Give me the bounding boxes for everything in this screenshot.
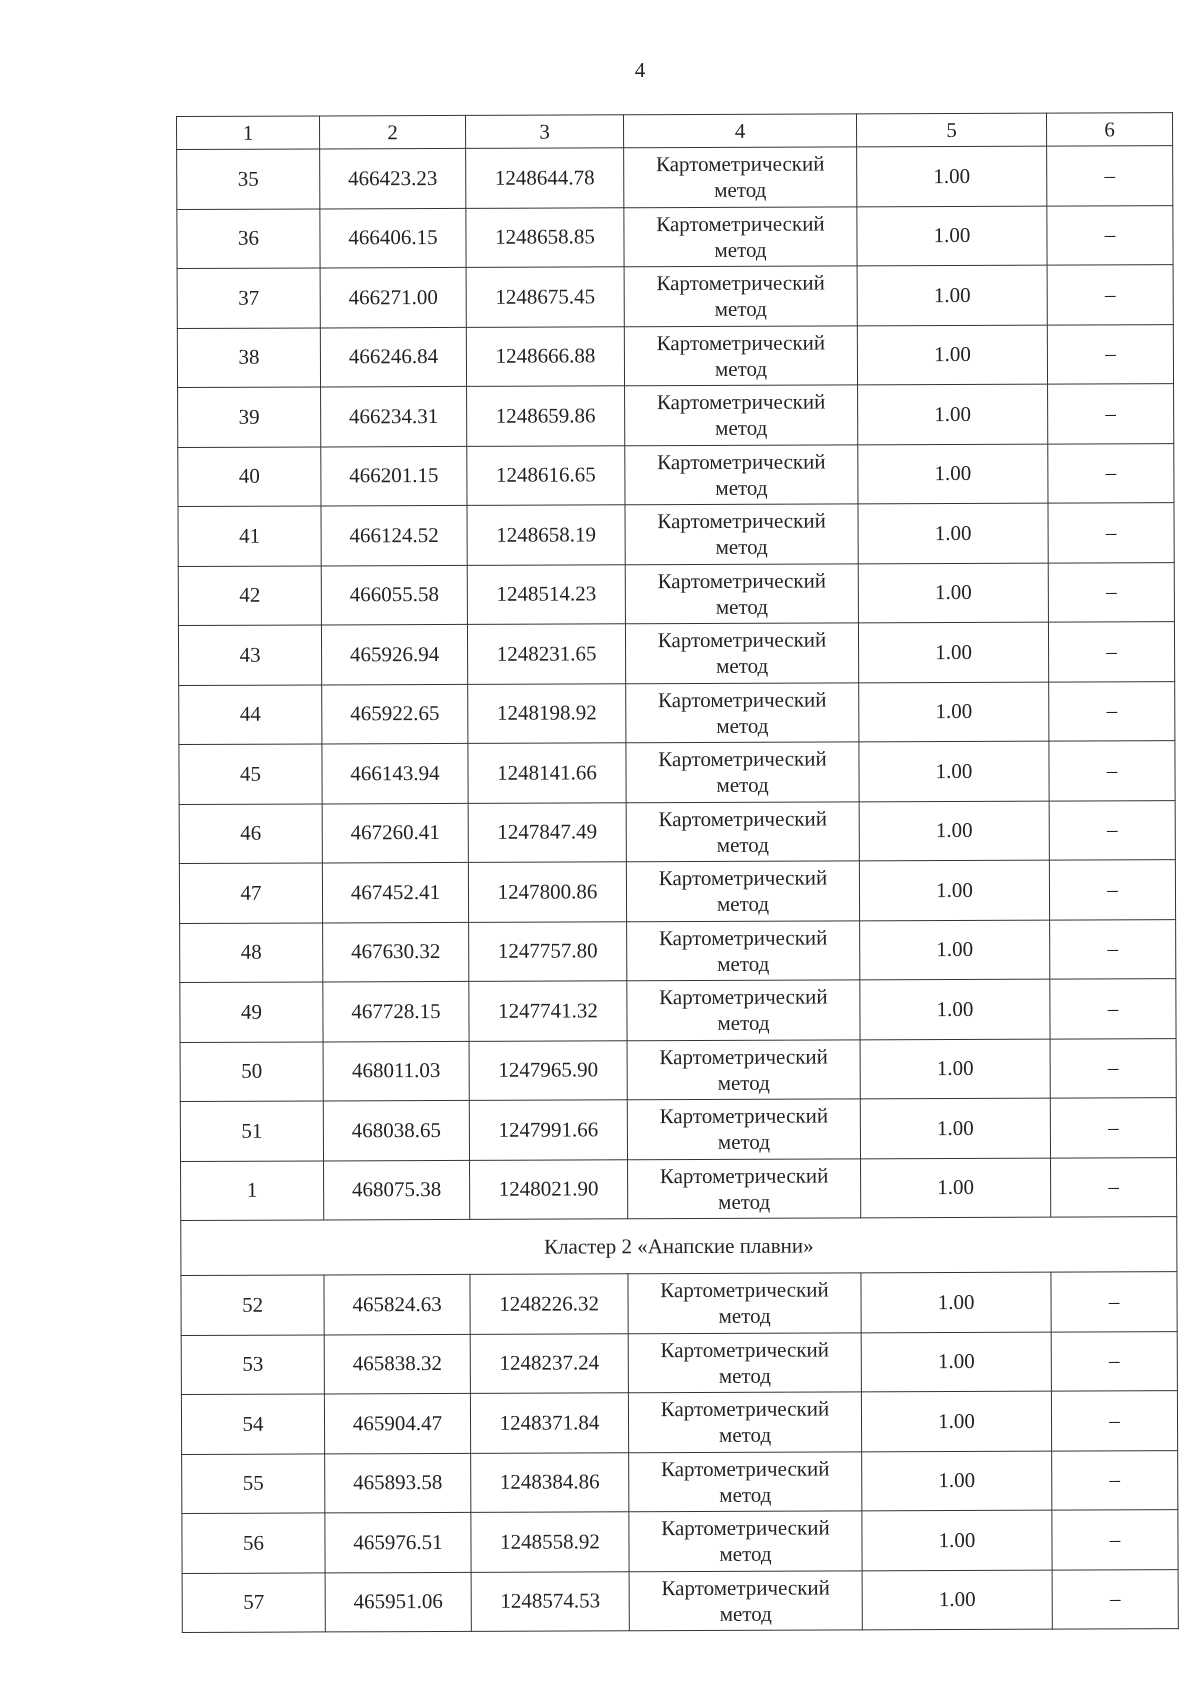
method-line-2: метод (718, 1303, 771, 1329)
table-row (177, 205, 1173, 268)
method-line-1: Картометрический (661, 1575, 830, 1600)
method-line-2: метод (719, 1482, 772, 1507)
point-number-cell: 55 (182, 1453, 325, 1513)
note-cell: – (1047, 265, 1173, 325)
note-cell: – (1049, 681, 1175, 741)
method-cell (628, 1332, 861, 1392)
method-line-2: метод (717, 1129, 771, 1155)
x-coordinate-cell: 467630.32 (323, 922, 469, 982)
method-line-2: метод (716, 713, 769, 738)
note-cell: – (1051, 1331, 1177, 1391)
method-cell (626, 801, 859, 861)
point-number-cell: 51 (180, 1101, 323, 1161)
method-cell (627, 1039, 860, 1099)
x-coordinate-cell: 465976.51 (325, 1512, 471, 1572)
x-coordinate-cell: 466234.31 (321, 386, 467, 446)
point-number-cell: 53 (181, 1334, 324, 1394)
method-line-1: Картометрический (659, 984, 828, 1010)
x-coordinate-cell: 465951.06 (325, 1572, 471, 1632)
y-coordinate-cell: 1248237.24 (470, 1333, 628, 1393)
table-row (181, 1391, 1177, 1454)
y-coordinate-cell: 1248371.84 (470, 1393, 628, 1453)
method-line-2: метод (714, 296, 767, 322)
note-cell: – (1051, 1157, 1177, 1217)
point-number-cell: 50 (180, 1041, 323, 1101)
y-coordinate-cell: 1247757.80 (469, 921, 627, 981)
y-coordinate-cell: 1248141.66 (468, 743, 626, 803)
x-coordinate-cell: 468075.38 (324, 1160, 470, 1220)
table-row (179, 681, 1175, 744)
y-coordinate-cell: 1248658.19 (467, 505, 625, 565)
method-line-2: метод (718, 1422, 772, 1448)
point-number-cell: 38 (177, 327, 320, 387)
table-row (181, 1157, 1177, 1220)
method-line-1: Картометрический (658, 806, 827, 831)
y-coordinate-cell: 1248675.45 (466, 267, 624, 327)
method-cell (627, 980, 860, 1040)
y-coordinate-cell: 1247741.32 (469, 981, 627, 1041)
y-coordinate-cell: 1247800.86 (468, 862, 626, 922)
method-cell (629, 1451, 862, 1511)
point-number-cell: 37 (177, 268, 320, 328)
accuracy-cell: 1.00 (858, 384, 1048, 444)
method-cell (628, 1158, 861, 1218)
note-cell: – (1049, 800, 1175, 860)
note-cell: – (1052, 1450, 1178, 1510)
method-cell (625, 504, 858, 564)
note-cell: – (1048, 622, 1174, 682)
y-coordinate-cell: 1248616.65 (467, 445, 625, 505)
point-number-cell: 57 (182, 1572, 325, 1632)
point-number-cell: 1 (181, 1160, 324, 1220)
y-coordinate-cell: 1248558.92 (471, 1512, 629, 1572)
table-row (181, 1331, 1177, 1394)
method-line-1: Картометрический (658, 865, 828, 891)
column-header-6: 6 (1046, 113, 1172, 146)
accuracy-cell: 1.00 (861, 1332, 1051, 1392)
method-line-2: метод (718, 1363, 771, 1388)
y-coordinate-cell: 1248231.65 (467, 624, 625, 684)
x-coordinate-cell: 467260.41 (322, 803, 468, 863)
accuracy-cell: 1.00 (859, 682, 1049, 742)
cluster-heading-row (181, 1217, 1177, 1276)
point-number-cell: 47 (179, 863, 322, 923)
accuracy-cell: 1.00 (862, 1570, 1052, 1630)
x-coordinate-cell: 466055.58 (321, 565, 467, 625)
method-line-2: метод (714, 177, 767, 203)
note-cell: – (1048, 562, 1174, 622)
point-number-cell: 48 (180, 922, 323, 982)
method-line-2: метод (715, 534, 768, 560)
table-row (181, 1272, 1177, 1335)
method-cell (626, 742, 859, 802)
accuracy-cell: 1.00 (859, 741, 1049, 801)
note-cell: – (1048, 443, 1174, 503)
point-number-cell: 54 (181, 1394, 324, 1454)
x-coordinate-cell: 466201.15 (321, 446, 467, 506)
table-row (178, 443, 1174, 506)
point-number-cell: 35 (177, 149, 320, 209)
table-row (180, 1098, 1176, 1161)
note-cell: – (1051, 1272, 1177, 1332)
method-line-2: метод (715, 475, 768, 500)
accuracy-cell: 1.00 (861, 1272, 1051, 1332)
y-coordinate-cell: 1248666.88 (466, 326, 624, 386)
coordinates-table (176, 112, 1179, 1633)
table-row (182, 1450, 1178, 1513)
y-coordinate-cell: 1248574.53 (471, 1571, 629, 1631)
point-number-cell: 40 (178, 446, 321, 506)
accuracy-cell: 1.00 (860, 1039, 1050, 1099)
accuracy-cell: 1.00 (858, 563, 1048, 623)
method-line-1: Картометрический (657, 449, 826, 474)
method-line-2: метод (715, 594, 768, 619)
method-line-2: метод (716, 832, 769, 857)
x-coordinate-cell: 466143.94 (322, 743, 468, 803)
method-cell (627, 920, 860, 980)
table-row (179, 800, 1175, 863)
x-coordinate-cell: 465926.94 (321, 624, 467, 684)
table-row (177, 146, 1173, 209)
note-cell: – (1048, 384, 1174, 444)
method-line-1: Картометрический (656, 330, 826, 355)
method-cell (624, 206, 857, 266)
point-number-cell: 46 (179, 803, 322, 863)
method-line-1: Картометрический (656, 270, 825, 296)
method-line-2: метод (716, 891, 770, 917)
x-coordinate-cell: 466124.52 (321, 505, 467, 565)
accuracy-cell: 1.00 (858, 503, 1048, 563)
method-line-2: метод (719, 1541, 772, 1567)
method-line-2: метод (716, 772, 769, 798)
accuracy-cell: 1.00 (857, 265, 1047, 325)
table-row (178, 503, 1174, 566)
method-line-1: Картометрический (658, 746, 827, 772)
table-row (179, 860, 1175, 923)
note-cell: – (1048, 503, 1174, 563)
method-line-2: метод (719, 1601, 772, 1626)
point-number-cell: 45 (179, 744, 322, 804)
method-line-1: Картометрический (657, 568, 827, 593)
table-row (177, 324, 1173, 387)
method-line-1: Картометрический (659, 1103, 829, 1129)
method-line-1: Картометрический (659, 1163, 829, 1188)
x-coordinate-cell: 467452.41 (322, 862, 468, 922)
table-row (182, 1510, 1178, 1573)
x-coordinate-cell: 466423.23 (320, 148, 466, 208)
y-coordinate-cell: 1248226.32 (470, 1274, 628, 1334)
accuracy-cell: 1.00 (860, 979, 1050, 1039)
note-cell: – (1049, 741, 1175, 801)
table-row (178, 622, 1174, 685)
x-coordinate-cell: 468038.65 (323, 1100, 469, 1160)
accuracy-cell: 1.00 (857, 325, 1047, 385)
method-cell (626, 861, 859, 921)
point-number-cell: 49 (180, 982, 323, 1042)
x-coordinate-cell: 466406.15 (320, 208, 466, 268)
page-number: 4 (634, 58, 646, 82)
point-number-cell: 42 (178, 565, 321, 625)
note-cell: – (1050, 979, 1176, 1039)
method-cell (625, 563, 858, 623)
accuracy-cell: 1.00 (857, 146, 1047, 206)
method-cell (628, 1273, 861, 1333)
method-cell (624, 147, 857, 207)
note-cell: – (1052, 1569, 1178, 1629)
accuracy-cell: 1.00 (859, 860, 1049, 920)
y-coordinate-cell: 1247965.90 (469, 1040, 627, 1100)
note-cell: – (1050, 1098, 1176, 1158)
method-line-2: метод (716, 653, 769, 679)
method-line-2: метод (717, 951, 770, 976)
x-coordinate-cell: 465893.58 (325, 1453, 471, 1513)
method-line-1: Картометрический (660, 1396, 830, 1422)
note-cell: – (1049, 860, 1175, 920)
accuracy-cell: 1.00 (862, 1451, 1052, 1511)
method-line-2: метод (715, 415, 768, 441)
accuracy-cell: 1.00 (857, 206, 1047, 266)
table-body (177, 113, 1179, 1633)
x-coordinate-cell: 467728.15 (323, 981, 469, 1041)
note-cell: – (1052, 1510, 1178, 1570)
y-coordinate-cell: 1247847.49 (468, 802, 626, 862)
method-line-1: Картометрический (656, 211, 825, 236)
method-line-1: Картометрический (659, 1044, 828, 1069)
x-coordinate-cell: 468011.03 (323, 1041, 469, 1101)
column-header-5: 5 (856, 113, 1046, 147)
method-line-2: метод (717, 1070, 770, 1095)
y-coordinate-cell: 1248644.78 (466, 148, 624, 208)
note-cell: – (1051, 1391, 1177, 1451)
y-coordinate-cell: 1248514.23 (467, 564, 625, 624)
method-line-1: Картометрический (656, 389, 826, 415)
method-cell (625, 444, 858, 504)
note-cell: – (1047, 205, 1173, 265)
x-coordinate-cell: 465904.47 (324, 1393, 470, 1453)
method-line-1: Картометрический (655, 151, 825, 177)
point-number-cell: 41 (178, 506, 321, 566)
point-number-cell: 56 (182, 1513, 325, 1573)
point-number-cell: 43 (178, 625, 321, 685)
point-number-cell: 44 (179, 684, 322, 744)
method-line-1: Картометрический (660, 1337, 830, 1362)
accuracy-cell: 1.00 (858, 622, 1048, 682)
column-header-3: 3 (465, 115, 623, 149)
point-number-cell: 39 (178, 387, 321, 447)
note-cell: – (1047, 146, 1173, 206)
y-coordinate-cell: 1248658.85 (466, 207, 624, 267)
column-header-4: 4 (623, 114, 856, 148)
method-line-1: Картометрический (657, 508, 826, 534)
x-coordinate-cell: 465922.65 (322, 684, 468, 744)
method-cell (625, 623, 858, 683)
method-line-1: Картометрический (660, 1456, 830, 1481)
column-header-1: 1 (177, 116, 320, 150)
accuracy-cell: 1.00 (858, 444, 1048, 504)
method-line-1: Картометрический (657, 627, 827, 653)
x-coordinate-cell: 466271.00 (320, 267, 466, 327)
method-cell (624, 266, 857, 326)
method-cell (624, 325, 857, 385)
point-number-cell: 52 (181, 1275, 324, 1335)
y-coordinate-cell: 1248659.86 (467, 386, 625, 446)
table-row (180, 979, 1176, 1042)
x-coordinate-cell: 465824.63 (324, 1274, 470, 1334)
method-line-2: метод (714, 237, 767, 262)
y-coordinate-cell: 1248384.86 (471, 1452, 629, 1512)
accuracy-cell: 1.00 (861, 1158, 1051, 1218)
header-row (177, 113, 1173, 150)
note-cell: – (1050, 919, 1176, 979)
method-line-2: метод (718, 1189, 771, 1214)
table-row (178, 384, 1174, 447)
method-line-1: Картометрический (661, 1515, 830, 1541)
method-line-2: метод (717, 1010, 770, 1036)
y-coordinate-cell: 1248021.90 (470, 1159, 628, 1219)
method-cell (626, 682, 859, 742)
accuracy-cell: 1.00 (860, 920, 1050, 980)
accuracy-cell: 1.00 (860, 1098, 1050, 1158)
table-row (180, 1038, 1176, 1101)
note-cell: – (1047, 324, 1173, 384)
x-coordinate-cell: 465838.32 (324, 1334, 470, 1394)
coordinates-table-wrapper (176, 112, 1178, 1633)
table-row (177, 265, 1173, 328)
method-line-1: Картометрический (658, 925, 828, 950)
method-cell (629, 1570, 862, 1630)
x-coordinate-cell: 466246.84 (320, 327, 466, 387)
method-line-1: Картометрический (657, 687, 827, 712)
method-cell (628, 1392, 861, 1452)
note-cell: – (1050, 1038, 1176, 1098)
table-row (178, 562, 1174, 625)
accuracy-cell: 1.00 (862, 1510, 1052, 1570)
method-cell (627, 1099, 860, 1159)
method-cell (629, 1511, 862, 1571)
column-header-2: 2 (320, 115, 466, 149)
accuracy-cell: 1.00 (859, 801, 1049, 861)
point-number-cell: 36 (177, 208, 320, 268)
method-cell (625, 385, 858, 445)
method-line-2: метод (714, 356, 768, 381)
y-coordinate-cell: 1248198.92 (468, 683, 626, 743)
table-row (180, 919, 1176, 982)
table-row (182, 1569, 1178, 1632)
table-row (179, 741, 1175, 804)
accuracy-cell: 1.00 (861, 1391, 1051, 1451)
cluster-title: Кластер 2 «Анапские плавни» (181, 1217, 1177, 1276)
y-coordinate-cell: 1247991.66 (469, 1100, 627, 1160)
method-line-1: Картометрический (660, 1277, 829, 1303)
